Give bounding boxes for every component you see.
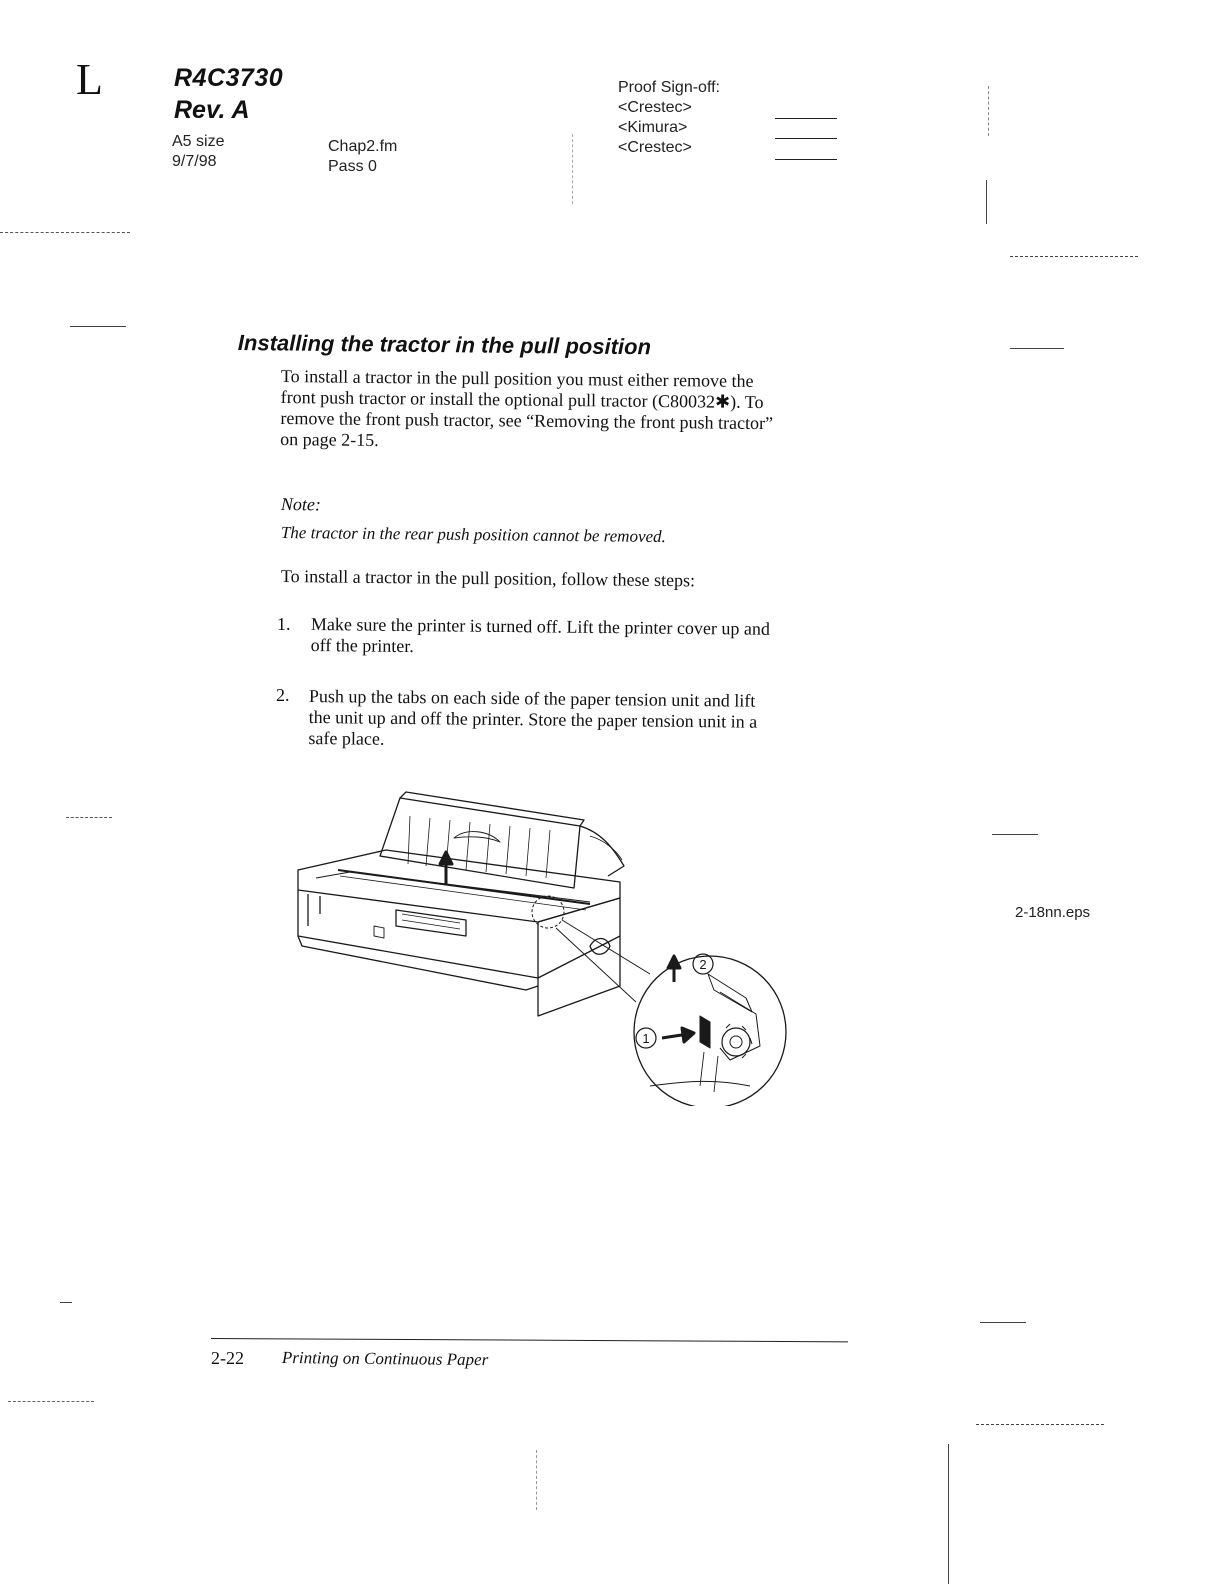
- crop-mark: [988, 86, 990, 136]
- pass-label: Pass 0: [328, 158, 377, 175]
- step-line: safe place.: [308, 727, 385, 749]
- proof-title: Proof Sign-off:: [618, 79, 720, 96]
- signature-line: [775, 138, 837, 139]
- step-number: 1.: [277, 614, 291, 634]
- crop-mark: [572, 134, 574, 204]
- step-number: 2.: [276, 685, 290, 705]
- signature-line: [775, 159, 837, 160]
- step-text: [308, 686, 865, 755]
- crop-mark: [8, 1401, 94, 1403]
- intro-line: remove the front push tractor, see “Removing the front push tractor”: [280, 407, 774, 434]
- steps-intro: To install a tractor in the pull position, follow these steps:: [280, 566, 696, 591]
- paper-tension-unit: [380, 798, 580, 888]
- chapter-title: Printing on Continuous Paper: [281, 1348, 489, 1370]
- crop-mark: [70, 326, 126, 327]
- crop-mark: [976, 1424, 1104, 1426]
- note-text: The tractor in the rear push position cannot be removed.: [280, 522, 666, 547]
- file-name: Chap2.fm: [328, 138, 398, 155]
- intro-line: To install a tractor in the pull position you must either remove the: [280, 366, 754, 391]
- intro-line: on page 2-15.: [280, 428, 379, 451]
- push-in-arrow: [662, 1028, 694, 1042]
- paper-size: A5 size: [172, 133, 225, 150]
- crop-mark: [1010, 348, 1064, 349]
- crop-mark: [0, 232, 130, 234]
- intro-paragraph: [280, 366, 877, 456]
- crop-mark: [992, 834, 1038, 835]
- step-line: Push up the tabs on each side of the paper tension unit and lift: [308, 686, 756, 711]
- side-letter: L: [76, 55, 103, 104]
- callout-1: 1: [642, 1031, 650, 1046]
- control-panel: [396, 910, 466, 936]
- sprocket-gear: [722, 1028, 750, 1056]
- printer-side-face: [538, 898, 620, 978]
- signer-3: <Crestec>: [618, 139, 692, 156]
- crop-mark: [986, 180, 987, 224]
- crop-mark: [980, 1322, 1026, 1323]
- step-line: the unit up and off the printer. Store the paper tension unit in a: [308, 706, 758, 732]
- printer-illustration: [290, 786, 800, 1106]
- crop-mark: [1010, 256, 1138, 258]
- revision: Rev. A: [174, 96, 250, 124]
- footer-rule: [211, 1338, 848, 1342]
- step-line: Make sure the printer is turned off. Lift the printer cover up and: [310, 614, 771, 639]
- step-text: [311, 614, 867, 662]
- proof-signoff: [618, 78, 720, 158]
- push-up-arrow: [668, 956, 680, 982]
- signer-2: <Kimura>: [618, 119, 688, 136]
- intro-line: front push tractor or install the optional pull tractor (C80032✱). To: [280, 386, 764, 413]
- tab-highlight-circle: [532, 896, 564, 928]
- page-number: 2-22: [211, 1348, 244, 1368]
- printer-front-face: [298, 890, 538, 978]
- signer-1: <Crestec>: [618, 99, 692, 116]
- note-title: Note:: [280, 494, 321, 515]
- crop-mark: [948, 1444, 949, 1584]
- signature-line: [775, 118, 837, 119]
- doc-date: 9/7/98: [172, 153, 217, 170]
- crop-mark: [66, 817, 112, 819]
- section-title: Installing the tractor in the pull position: [237, 330, 652, 360]
- callout-2: 2: [699, 957, 707, 972]
- release-tab: [700, 1016, 710, 1048]
- crop-mark: [60, 1302, 72, 1303]
- crop-mark: [536, 1450, 538, 1510]
- doc-id: R4C3730: [174, 64, 284, 92]
- step-line: off the printer.: [310, 634, 414, 657]
- figure-filename: 2-18nn.eps: [1015, 904, 1091, 921]
